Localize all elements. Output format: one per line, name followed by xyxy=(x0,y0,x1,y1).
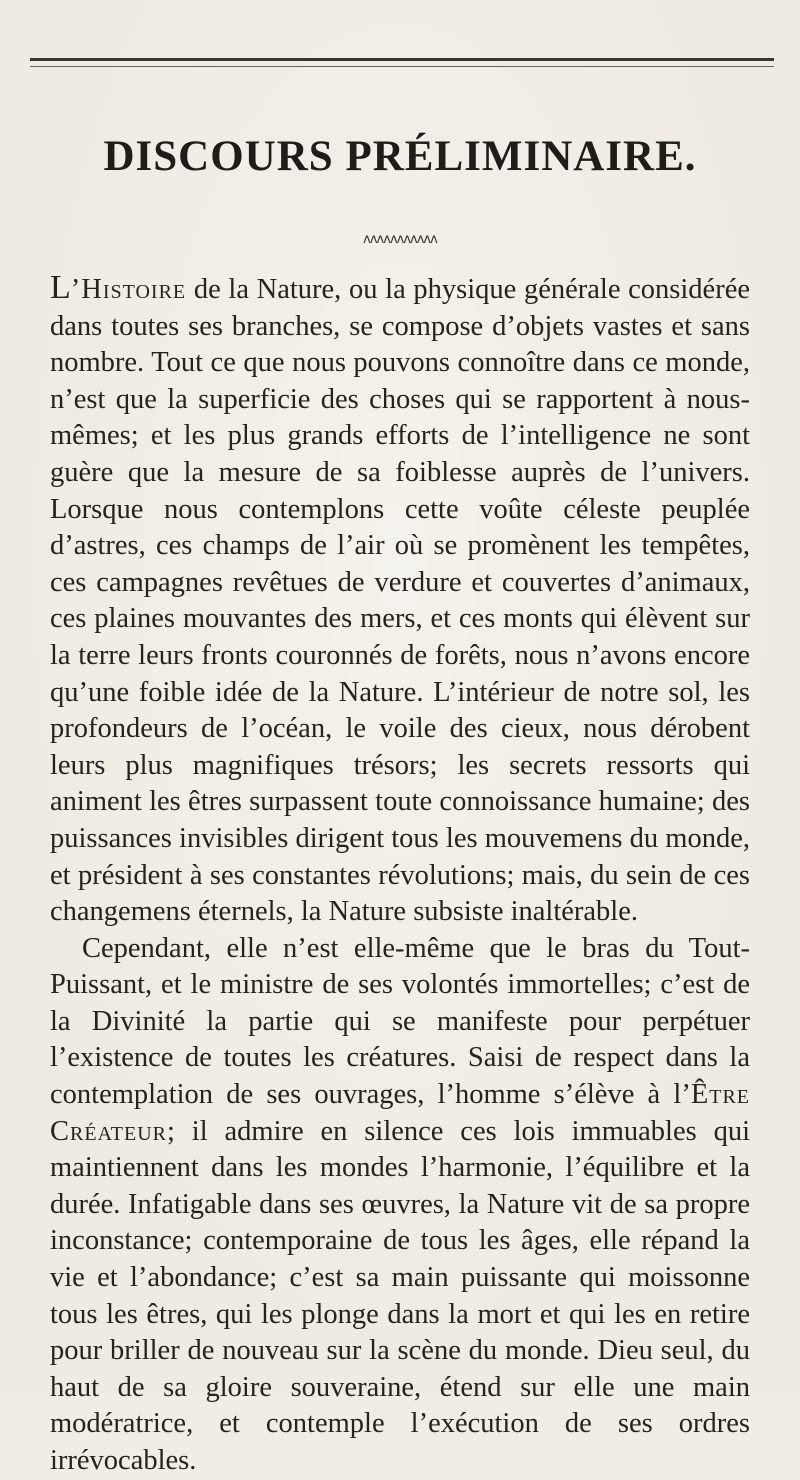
paragraph-2-text-before: Cependant, elle n’est elle-même que le bras du Tout-Puissant, et le ministre de ses volontés immortelles; c’est de la Divinité la partie qui se manifeste pour perpétuer l’existence de toutes les créatures. Saisi de respect dans la contemplation de ses ouvrages, l’homme s’élève à l’ xyxy=(50,932,750,1111)
body-text xyxy=(50,270,750,1480)
title-ornament: ʌʌʌʌʌʌʌʌʌʌʌ xyxy=(363,232,437,247)
paragraph-1-text: de la Nature, ou la physique générale considérée dans toutes ses branches, se compose d’objets vastes et sans nombre. Tout ce que nous pouvons connoître dans ce monde, n’est que la superficie des choses qui se rapportent à nous-mêmes; et les plus grands efforts de l’intelligence ne sont guère que la mesure de sa foiblesse auprès de l’univers. Lorsque nous contemplons cette voûte céleste peuplée d’astres, ces champs de l’air où se promènent les tempêtes, ces campagnes revêtues de verdure et couvertes d’animaux, ces plaines mouvantes des mers, et ces monts qui élèvent sur la terre leurs fronts couronnés de forêts, nous n’avons encore qu’une foible idée de la Nature. L’intérieur de notre sol, les profondeurs de l’océan, le voile des cieux, nous dérobent leurs plus magnifiques trésors; les secrets ressorts qui animent les êtres surpassent toute connoissance humaine; des puissances invisibles dirigent tous les mouvemens du monde, et président à ses constantes révolutions; mais, du sein de ces changemens éternels, la Nature subsiste inaltérable. xyxy=(50,274,750,928)
paragraph-2 xyxy=(50,931,750,1480)
smallcaps-word: ’Histoire xyxy=(70,274,187,305)
header-rule xyxy=(30,58,774,61)
paragraph-2-text-after: ; il admire en silence ces lois immuables qui maintiennent dans les mondes l’harmonie, l’équilibre et la durée. Infatigable dans ses œuvres, la Nature vit de sa propre inconstance; contemporaine de tous les âges, elle répand la vie et l’abondance; c’est sa main puissante qui moissonne tous les êtres, qui les plonge dans la mort et qui les en retire pour briller de nouveau sur la scène du monde. Dieu seul, du haut de sa gloire souveraine, étend sur elle une main modératrice, et contemple l’exécution de ses ordres irrévocables. xyxy=(50,1115,750,1476)
smallcaps-phrase: Être Créateur xyxy=(50,1079,750,1147)
paragraph-1 xyxy=(50,270,750,931)
header-rule-thin xyxy=(30,66,774,67)
drop-cap: L xyxy=(50,269,71,306)
page-title: DISCOURS PRÉLIMINAIRE. xyxy=(103,133,697,180)
